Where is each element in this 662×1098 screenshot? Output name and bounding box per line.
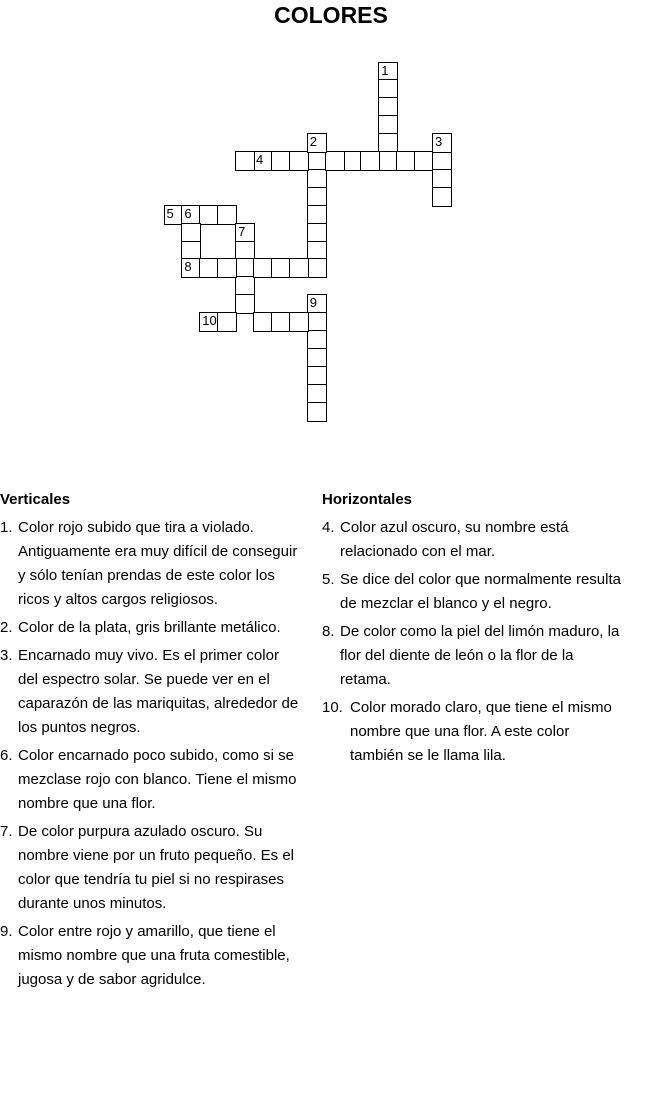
clue-item-text: De color como la piel del limón maduro, la flor del diente de león o la flor de la retama.	[340, 623, 620, 688]
horizontales-section	[322, 490, 622, 772]
clue-item	[322, 696, 622, 768]
crossword-cell[interactable]	[289, 312, 309, 332]
crossword-cell[interactable]	[307, 402, 327, 422]
crossword-cell[interactable]	[432, 187, 452, 207]
clue-item	[0, 616, 300, 640]
clue-number: 9	[309, 295, 317, 311]
clue-item-text: Color rojo subido que tira a violado. Antiguamente era muy difícil de conseguir y sólo tenían prendas de este color los ricos y altos cargos religiosos.	[18, 519, 298, 608]
clue-item	[0, 744, 300, 816]
clue-item-text: Color morado claro, que tiene el mismo nombre que una flor. A este color también se le llama lila.	[350, 699, 612, 764]
clue-item-text: Encarnado muy vivo. Es el primer color del espectro solar. Se puede ver en el caparazón de las mariquitas, alrededor de los puntos negros.	[18, 647, 299, 736]
clue-number: 8	[184, 259, 192, 275]
clue-item-number: 2.	[0, 619, 13, 636]
clue-item	[322, 568, 622, 616]
clue-item-number: 10.	[322, 699, 343, 716]
clue-item	[0, 516, 300, 612]
horizontales-heading: Horizontales	[322, 491, 413, 508]
verticales-heading: Verticales	[0, 491, 71, 508]
crossword-cell[interactable]	[307, 258, 327, 278]
crossword-cell[interactable]	[217, 258, 237, 278]
clue-item-number: 8.	[322, 623, 335, 640]
crossword-cell[interactable]	[325, 151, 345, 171]
clue-item-number: 5.	[322, 571, 335, 588]
crossword-cell[interactable]	[360, 151, 380, 171]
verticales-section	[0, 490, 300, 996]
clue-number: 2	[309, 134, 317, 150]
clue-number: 6	[184, 205, 192, 221]
clue-item-text: Color encarnado poco subido, como si se mezclase rojo con blanco. Tiene el mismo nombre que una flor.	[18, 747, 297, 812]
clue-number: 3	[435, 134, 443, 150]
crossword-cell[interactable]	[235, 151, 255, 171]
crossword-cell[interactable]	[217, 312, 237, 332]
crossword-cell[interactable]	[289, 151, 309, 171]
clue-item	[322, 516, 622, 564]
verticales-list	[0, 516, 300, 992]
clue-number: 4	[256, 152, 264, 167]
crossword-cell[interactable]	[289, 258, 309, 278]
clue-item-number: 4.	[322, 519, 335, 536]
horizontales-list	[322, 516, 622, 768]
clue-item-number: 3.	[0, 647, 13, 664]
clue-item-text: Color de la plata, gris brillante metálico.	[18, 619, 281, 636]
clue-number: 7	[238, 223, 246, 239]
clue-item-number: 6.	[0, 747, 13, 764]
clue-number: 1	[381, 62, 389, 78]
crossword-grid	[0, 0, 662, 430]
clue-item-number: 7.	[0, 823, 13, 840]
clue-number: 5	[166, 205, 174, 221]
clue-item	[322, 620, 622, 692]
crossword-cell[interactable]	[307, 133, 327, 153]
clue-item	[0, 920, 300, 992]
clue-item-number: 1.	[0, 519, 13, 536]
clue-item-text: Color entre rojo y amarillo, que tiene el mismo nombre que una fruta comestible, jugosa y de sabor agridulce.	[18, 923, 290, 988]
clue-item-number: 9.	[0, 923, 13, 940]
clue-number: 10	[202, 313, 217, 329]
page-title: COLORES	[274, 2, 388, 28]
clue-item	[0, 644, 300, 740]
crossword-cell[interactable]	[432, 133, 452, 153]
clue-item	[0, 820, 300, 916]
clue-item-text: Se dice del color que normalmente resulta de mezclar el blanco y el negro.	[340, 571, 621, 612]
clue-item-text: De color purpura azulado oscuro. Su nombre viene por un fruto pequeño. Es el color que tendría tu piel si no respirases durante unos minutos.	[18, 823, 295, 912]
clue-item-text: Color azul oscuro, su nombre está relacionado con el mar.	[340, 519, 569, 560]
